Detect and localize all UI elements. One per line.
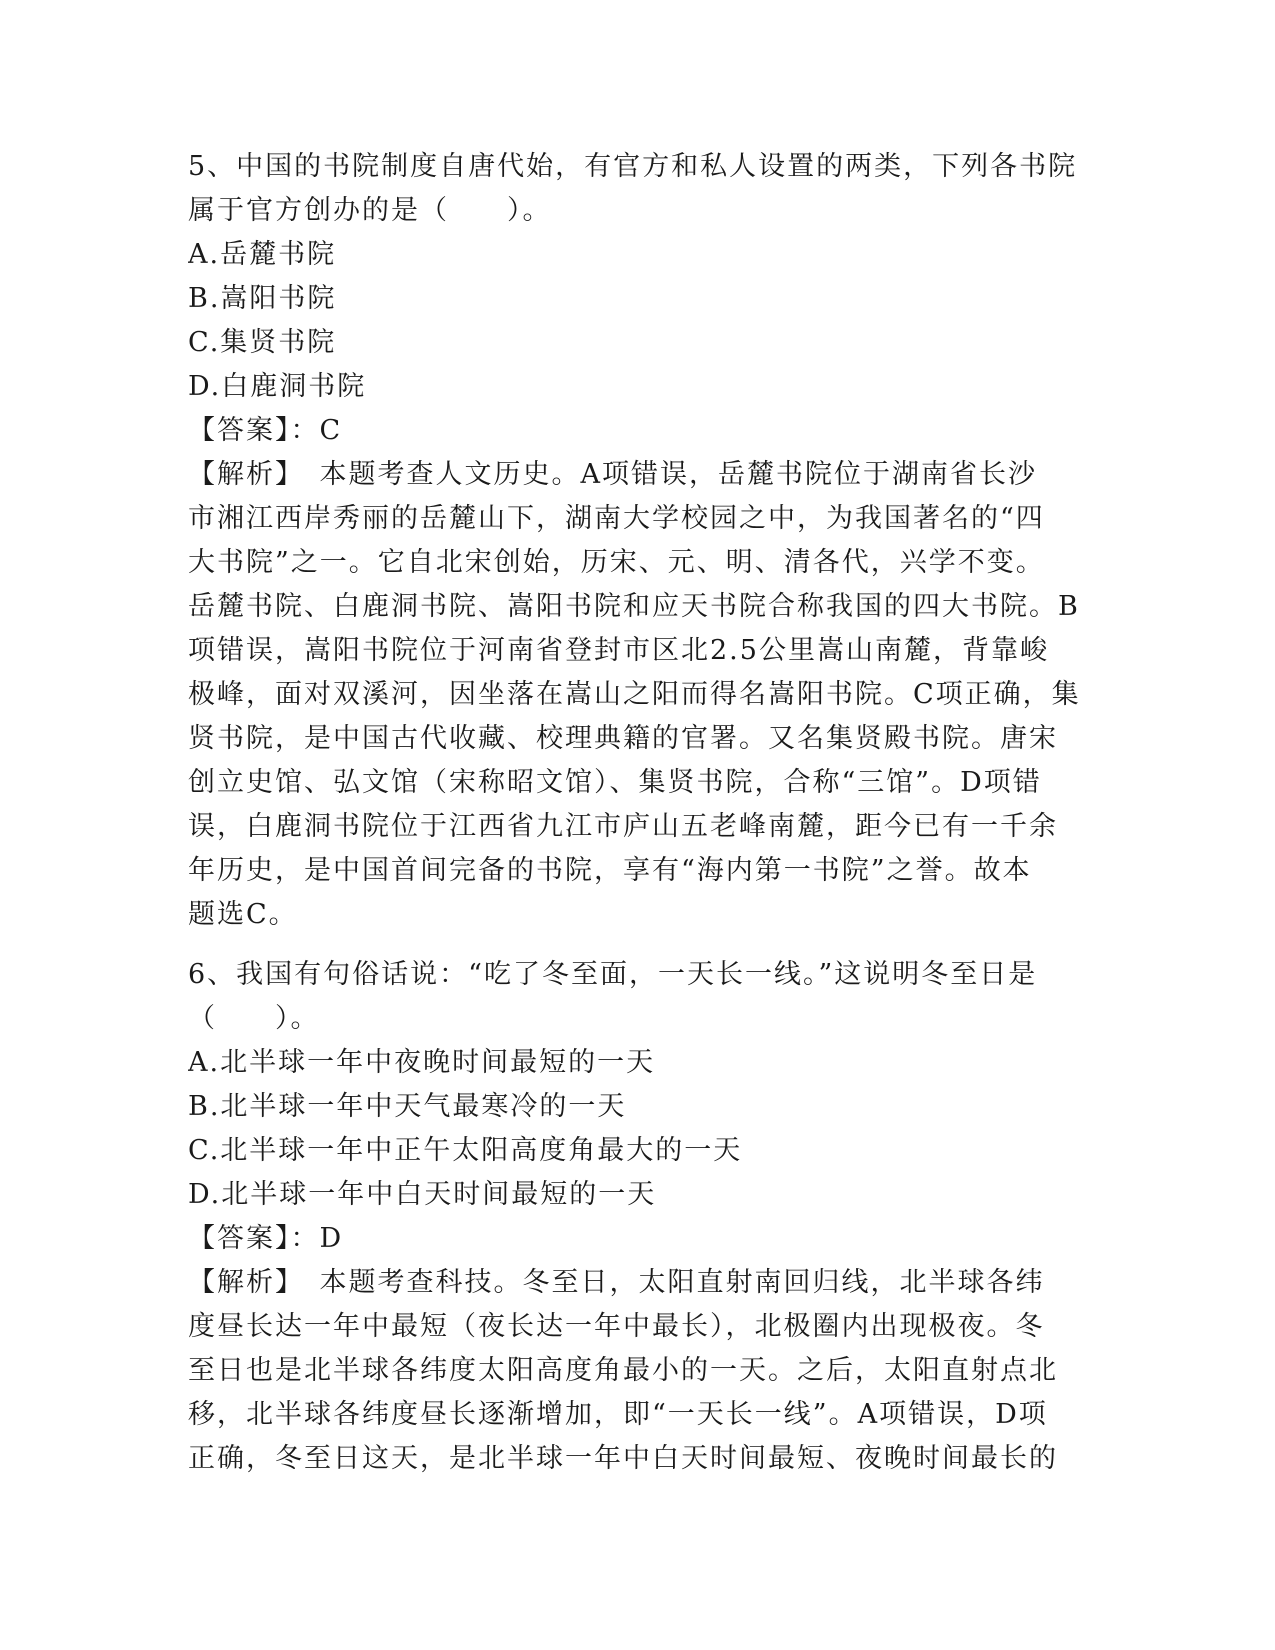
question-5 xyxy=(188,145,1088,937)
analysis-line: 年历史，是中国首间完备的书院，享有“海内第一书院”之誉。故本 xyxy=(188,855,1032,886)
analysis-line: 市湘江西岸秀丽的岳麓山下，湖南大学校园之中，为我国著名的“四 xyxy=(188,503,1045,534)
analysis-line: 至日也是北半球各纬度太阳高度角最小的一天。之后，太阳直射点北 xyxy=(188,1355,1058,1386)
analysis-line: 正确，冬至日这天，是北半球一年中白天时间最短、夜晚时间最长的 xyxy=(188,1443,1058,1474)
question-stem: （ ）。 xyxy=(188,1003,320,1034)
option-d: D.北半球一年中白天时间最短的一天 xyxy=(188,1179,657,1210)
question-stem: 属于官方创办的是（ ）。 xyxy=(188,195,552,226)
analysis-line: 创立史馆、弘文馆（宋称昭文馆）、集贤书院，合称“三馆”。D项错 xyxy=(188,767,1042,798)
analysis-line: 岳麓书院、白鹿洞书院、嵩阳书院和应天书院合称我国的四大书院。B xyxy=(188,591,1080,622)
analysis-line: 极峰，面对双溪河，因坐落在嵩山之阳而得名嵩阳书院。C项正确，集 xyxy=(188,679,1081,710)
analysis-line: 【解析】 本题考查科技。冬至日，太阳直射南回归线，北半球各纬 xyxy=(188,1267,1045,1298)
question-stem: 6、我国有句俗话说：“吃了冬至面，一天长一线。”这说明冬至日是 xyxy=(188,959,1038,990)
question-6 xyxy=(188,953,1088,1481)
option-c: C.北半球一年中正午太阳高度角最大的一天 xyxy=(188,1135,743,1166)
answer: 【答案】：D xyxy=(188,1223,344,1254)
analysis-line: 大书院”之一。它自北宋创始，历宋、元、明、清各代，兴学不变。 xyxy=(188,547,1045,578)
option-d: D.白鹿洞书院 xyxy=(188,371,367,402)
question-stem: 5、中国的书院制度自唐代始，有官方和私人设置的两类，下列各书院 xyxy=(188,151,1078,182)
analysis-line: 项错误，嵩阳书院位于河南省登封市区北2.5公里嵩山南麓，背靠峻 xyxy=(188,635,1049,666)
option-b: B.北半球一年中天气最寒冷的一天 xyxy=(188,1091,627,1122)
analysis-line: 度昼长达一年中最短（夜长达一年中最长），北极圈内出现极夜。冬 xyxy=(188,1311,1045,1342)
analysis-line: 误，白鹿洞书院位于江西省九江市庐山五老峰南麓，距今已有一千余 xyxy=(188,811,1058,842)
analysis-line: 贤书院，是中国古代收藏、校理典籍的官署。又名集贤殿书院。唐宋 xyxy=(188,723,1058,754)
option-c: C.集贤书院 xyxy=(188,327,337,358)
document-page xyxy=(188,145,1088,1481)
option-a: A.岳麓书院 xyxy=(188,239,337,270)
analysis-line: 【解析】 本题考查人文历史。A项错误，岳麓书院位于湖南省长沙 xyxy=(188,459,1037,490)
analysis-line: 题选C。 xyxy=(188,899,298,930)
question-separator xyxy=(188,937,1088,953)
option-a: A.北半球一年中夜晚时间最短的一天 xyxy=(188,1047,656,1078)
analysis-line: 移，北半球各纬度昼长逐渐增加，即“一天长一线”。A项错误，D项 xyxy=(188,1399,1048,1430)
option-b: B.嵩阳书院 xyxy=(188,283,337,314)
answer: 【答案】：C xyxy=(188,415,343,446)
